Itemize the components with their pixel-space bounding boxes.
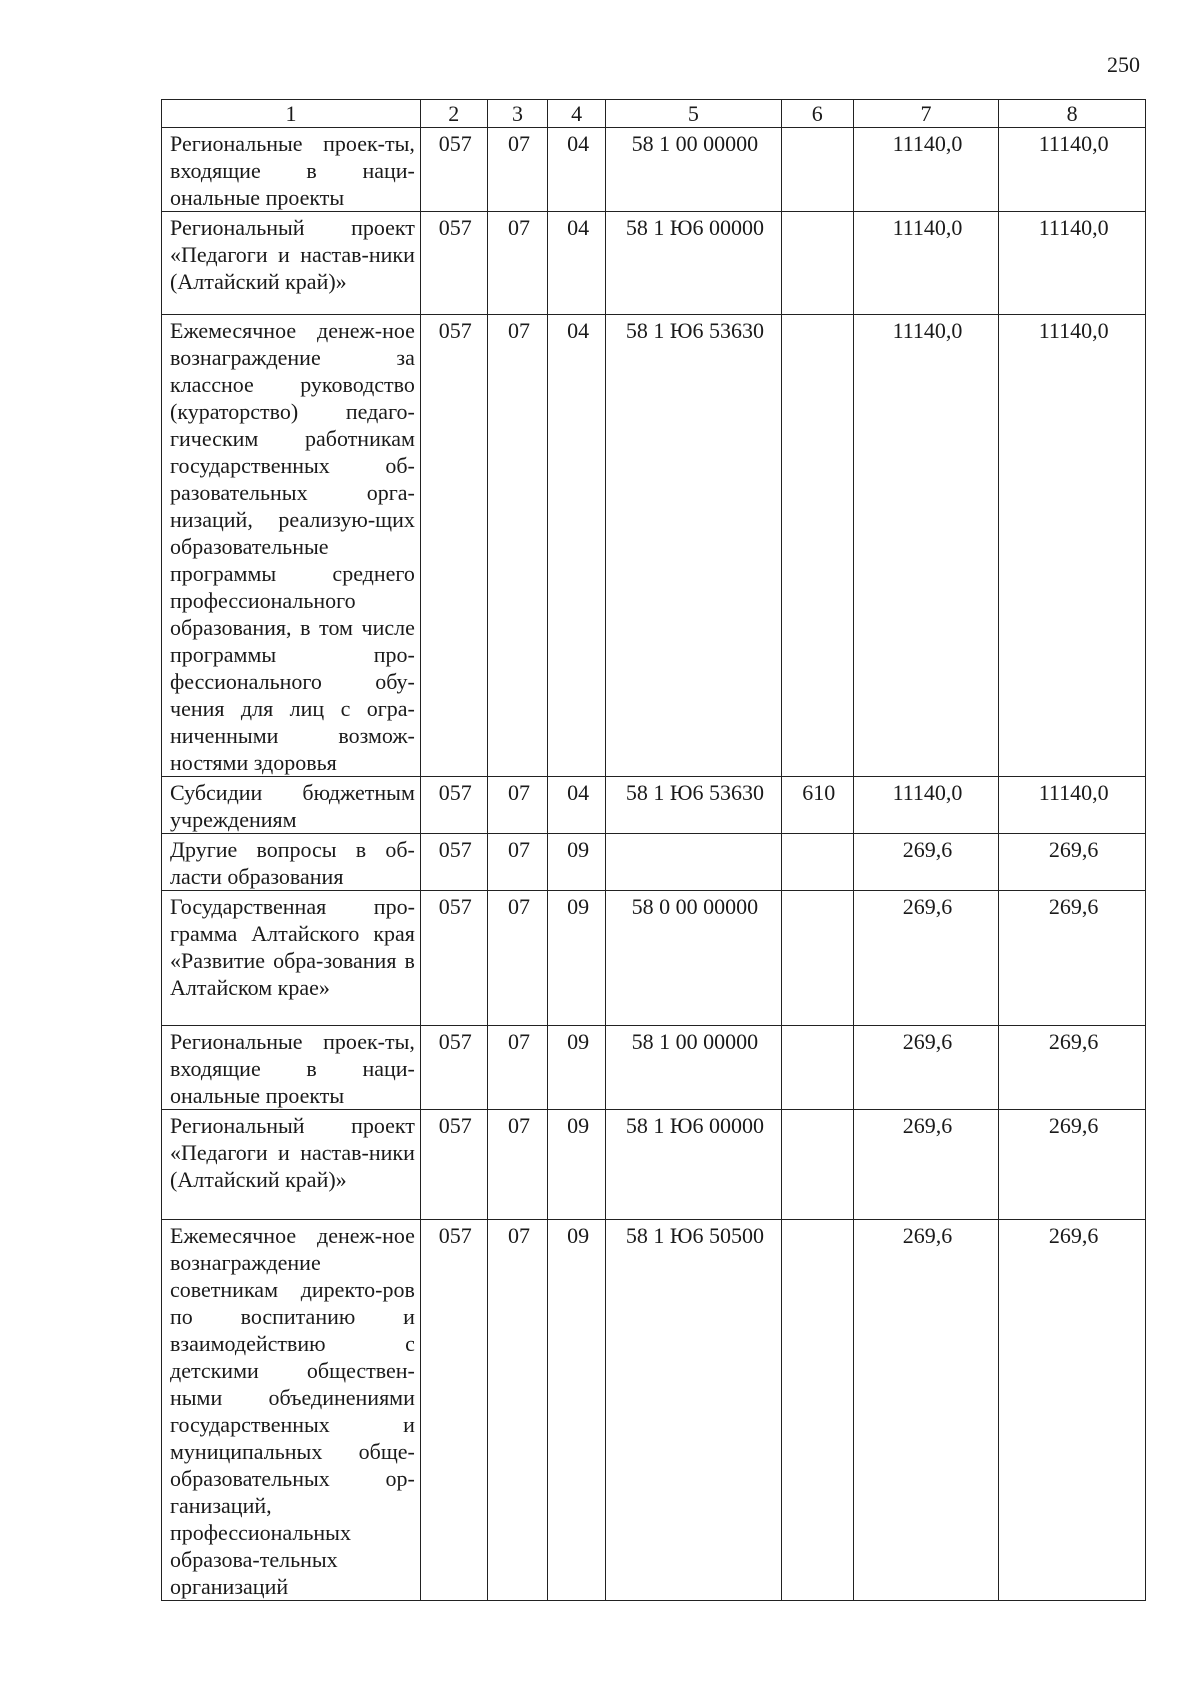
table-row xyxy=(162,1026,1146,1110)
row-amount-1: 269,6 xyxy=(853,1026,999,1110)
row-name: Другие вопросы в об-ласти образования xyxy=(162,834,421,891)
row-section-code: 07 xyxy=(487,777,548,834)
row-amount-1: 11140,0 xyxy=(853,777,999,834)
table-row xyxy=(162,1220,1146,1601)
row-ministry-code: 057 xyxy=(420,1110,487,1220)
row-target-code: 58 1 Ю6 53630 xyxy=(605,777,781,834)
column-header: 5 xyxy=(605,100,781,128)
row-target-code: 58 1 00 00000 xyxy=(605,1026,781,1110)
row-ministry-code: 057 xyxy=(420,128,487,212)
row-ministry-code: 057 xyxy=(420,212,487,315)
table-row xyxy=(162,212,1146,315)
row-ministry-code: 057 xyxy=(420,777,487,834)
row-subsection-code: 04 xyxy=(548,128,606,212)
row-amount-1: 11140,0 xyxy=(853,212,999,315)
row-ministry-code: 057 xyxy=(420,315,487,777)
row-amount-2: 11140,0 xyxy=(999,128,1146,212)
table-row xyxy=(162,128,1146,212)
row-expense-type xyxy=(781,891,853,1026)
row-expense-type xyxy=(781,128,853,212)
row-name: Региональные проек-ты, входящие в наци-ональные проекты xyxy=(162,128,421,212)
row-amount-2: 11140,0 xyxy=(999,777,1146,834)
row-amount-1: 269,6 xyxy=(853,1110,999,1220)
row-amount-1: 269,6 xyxy=(853,834,999,891)
row-subsection-code: 04 xyxy=(548,777,606,834)
column-header: 2 xyxy=(420,100,487,128)
row-target-code: 58 0 00 00000 xyxy=(605,891,781,1026)
table-row xyxy=(162,315,1146,777)
row-section-code: 07 xyxy=(487,1110,548,1220)
table-row xyxy=(162,1110,1146,1220)
column-header: 1 xyxy=(162,100,421,128)
column-header: 6 xyxy=(781,100,853,128)
row-amount-2: 11140,0 xyxy=(999,315,1146,777)
row-target-code: 58 1 Ю6 00000 xyxy=(605,1110,781,1220)
row-name: Ежемесячное денеж-ное вознаграждение за классное руководство (кураторство) педаго-гическим работникам государственных об-разовательных орга-низаций, реализую-щих образовательные программы среднего профессионального образования, в том числе программы про-фессионального обу-чения для лиц с огра-ниченными возмож-ностями здоровья xyxy=(162,315,421,777)
row-name: Государственная про-грамма Алтайского края «Развитие обра-зования в Алтайском крае» xyxy=(162,891,421,1026)
row-target-code: 58 1 00 00000 xyxy=(605,128,781,212)
row-amount-2: 11140,0 xyxy=(999,212,1146,315)
row-amount-2: 269,6 xyxy=(999,834,1146,891)
row-ministry-code: 057 xyxy=(420,1220,487,1601)
row-ministry-code: 057 xyxy=(420,834,487,891)
row-expense-type xyxy=(781,1220,853,1601)
row-target-code: 58 1 Ю6 00000 xyxy=(605,212,781,315)
row-subsection-code: 09 xyxy=(548,834,606,891)
row-name: Региональный проект «Педагоги и настав-ники (Алтайский край)» xyxy=(162,1110,421,1220)
table-body xyxy=(162,128,1146,1601)
row-target-code xyxy=(605,834,781,891)
table-row xyxy=(162,777,1146,834)
row-section-code: 07 xyxy=(487,212,548,315)
row-ministry-code: 057 xyxy=(420,891,487,1026)
row-subsection-code: 09 xyxy=(548,1110,606,1220)
column-header: 4 xyxy=(548,100,606,128)
table-row xyxy=(162,834,1146,891)
row-subsection-code: 04 xyxy=(548,315,606,777)
column-header: 3 xyxy=(487,100,548,128)
row-name: Региональный проект «Педагоги и настав-ники (Алтайский край)» xyxy=(162,212,421,315)
row-expense-type xyxy=(781,315,853,777)
budget-table xyxy=(161,99,1146,1601)
row-section-code: 07 xyxy=(487,315,548,777)
row-amount-2: 269,6 xyxy=(999,891,1146,1026)
row-subsection-code: 09 xyxy=(548,1220,606,1601)
column-header: 8 xyxy=(999,100,1146,128)
row-expense-type xyxy=(781,1110,853,1220)
row-subsection-code: 09 xyxy=(548,1026,606,1110)
row-amount-1: 269,6 xyxy=(853,891,999,1026)
row-name: Ежемесячное денеж-ное вознаграждение советникам директо-ров по воспитанию и взаимодействию с детскими обществен-ными объединениями государственных и муниципальных обще-образовательных ор-ганизаций, профессиональных образова-тельных организаций xyxy=(162,1220,421,1601)
page-number: 250 xyxy=(1107,52,1140,77)
row-section-code: 07 xyxy=(487,1220,548,1601)
row-section-code: 07 xyxy=(487,1026,548,1110)
table-row xyxy=(162,891,1146,1026)
row-section-code: 07 xyxy=(487,128,548,212)
column-header: 7 xyxy=(853,100,999,128)
row-ministry-code: 057 xyxy=(420,1026,487,1110)
row-amount-1: 11140,0 xyxy=(853,315,999,777)
row-subsection-code: 04 xyxy=(548,212,606,315)
row-amount-2: 269,6 xyxy=(999,1220,1146,1601)
row-expense-type xyxy=(781,1026,853,1110)
row-expense-type xyxy=(781,212,853,315)
row-section-code: 07 xyxy=(487,891,548,1026)
row-name: Субсидии бюджетным учреждениям xyxy=(162,777,421,834)
row-target-code: 58 1 Ю6 50500 xyxy=(605,1220,781,1601)
row-expense-type xyxy=(781,834,853,891)
table-header-row xyxy=(162,100,1146,128)
row-subsection-code: 09 xyxy=(548,891,606,1026)
row-target-code: 58 1 Ю6 53630 xyxy=(605,315,781,777)
row-expense-type: 610 xyxy=(781,777,853,834)
row-amount-2: 269,6 xyxy=(999,1110,1146,1220)
row-section-code: 07 xyxy=(487,834,548,891)
row-amount-2: 269,6 xyxy=(999,1026,1146,1110)
row-amount-1: 11140,0 xyxy=(853,128,999,212)
row-name: Региональные проек-ты, входящие в наци-ональные проекты xyxy=(162,1026,421,1110)
row-amount-1: 269,6 xyxy=(853,1220,999,1601)
